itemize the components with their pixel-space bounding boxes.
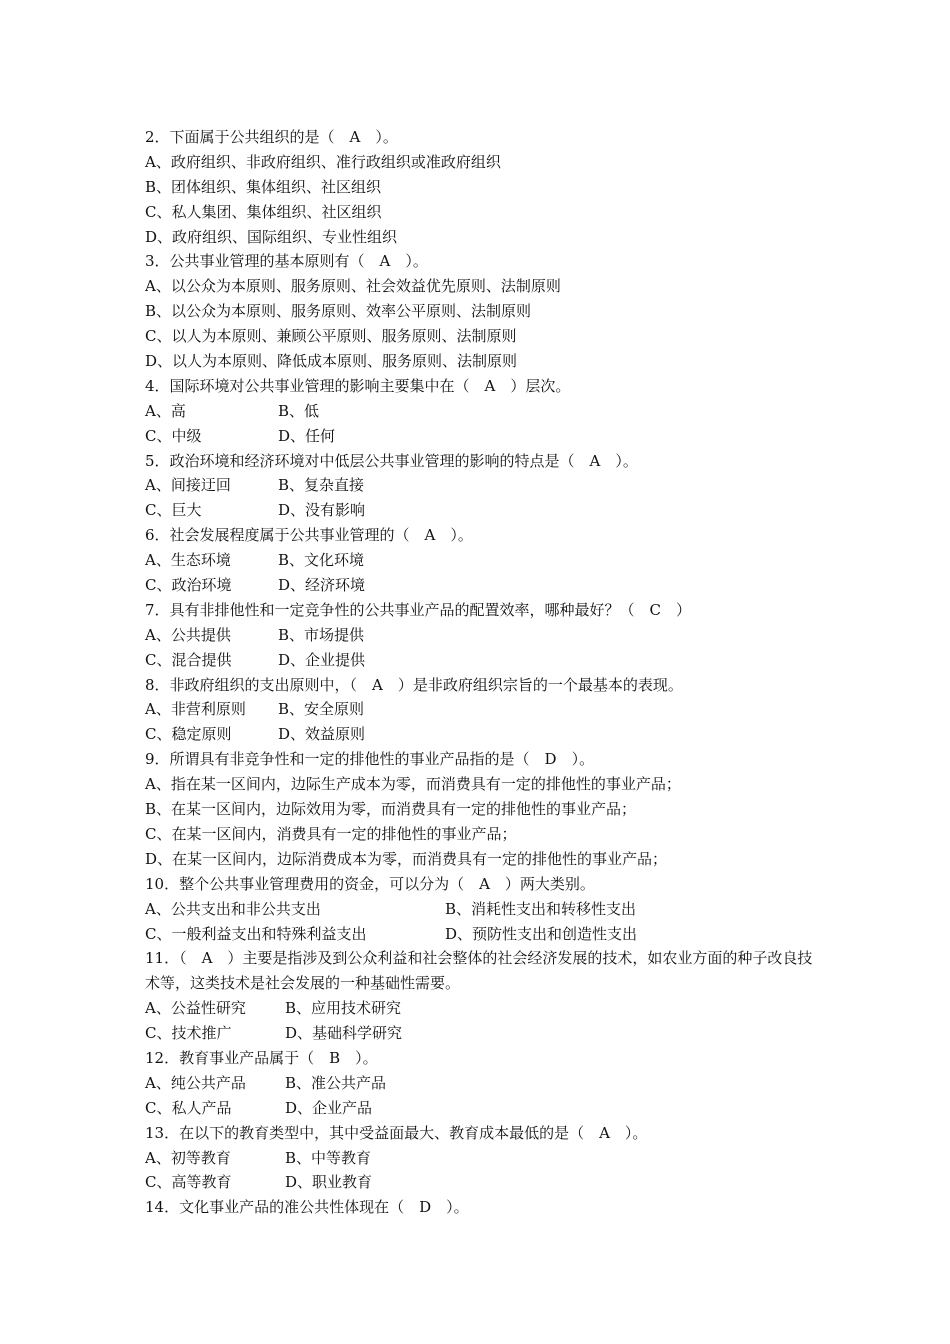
- question-11: 11．（ A ）主要是指涉及到公众利益和社会整体的社会经济发展的技术，如农业方面的种子改良技术等，这类技术是社会发展的一种基础性需要。: [145, 949, 813, 993]
- option-10-d: D、预防性支出和创造性支出: [445, 924, 638, 943]
- option-9-d: D、在某一区间内，边际消费成本为零，而消费具有一定的排他性的事业产品；: [145, 849, 668, 868]
- option-10-b: B、消耗性支出和转移性支出: [445, 899, 637, 918]
- option-13-b: B、中等教育: [285, 1148, 372, 1167]
- option-2-a: A、政府组织、非政府组织、准行政组织或准政府组织: [145, 152, 501, 171]
- option-7-a: A、公共提供: [145, 625, 231, 644]
- option-2-b: B、团体组织、集体组织、社区组织: [145, 177, 382, 196]
- question-list: [145, 125, 825, 1220]
- option-row: [145, 697, 825, 722]
- option-row: [145, 473, 825, 498]
- option-6-b: B、文化环境: [278, 551, 365, 570]
- question-4: 4．国际环境对公共事业管理的影响主要集中在（ A ）层次。: [145, 376, 571, 395]
- option-5-d: D、没有影响: [278, 501, 366, 520]
- question-13: 13．在以下的教育类型中，其中受益面最大、教育成本最低的是（ A ）。: [145, 1123, 648, 1142]
- option-row: [145, 1071, 825, 1096]
- option-2-d: D、政府组织、国际组织、专业性组织: [145, 227, 398, 246]
- option-11-c: C、技术推广: [145, 1024, 232, 1043]
- option-3-c: C、以人为本原则、兼顾公平原则、服务原则、法制原则: [145, 327, 517, 346]
- option-12-c: C、私人产品: [145, 1098, 232, 1117]
- question-5: 5．政治环境和经济环境对中低层公共事业管理的影响的特点是（ A ）。: [145, 451, 638, 470]
- option-7-b: B、市场提供: [278, 625, 365, 644]
- option-11-b: B、应用技术研究: [285, 999, 402, 1018]
- option-row: [145, 498, 825, 523]
- option-9-a: A、指在某一区间内，边际生产成本为零，而消费具有一定的排他性的事业产品；: [145, 775, 681, 794]
- option-row: [145, 922, 825, 947]
- option-row: [145, 424, 825, 449]
- option-row: [145, 1021, 825, 1046]
- option-4-a: A、高: [145, 401, 186, 420]
- option-6-c: C、政治环境: [145, 576, 232, 595]
- option-row: [145, 1096, 825, 1121]
- option-4-c: C、中级: [145, 426, 202, 445]
- question-9: 9．所谓具有非竞争性和一定的排他性的事业产品指的是（ D ）。: [145, 750, 595, 769]
- option-row: [145, 573, 825, 598]
- option-row: [145, 897, 825, 922]
- option-7-d: D、企业提供: [278, 650, 366, 669]
- option-12-b: B、准公共产品: [285, 1073, 387, 1092]
- option-12-d: D、企业产品: [285, 1098, 373, 1117]
- question-12: 12．教育事业产品属于（ B ）。: [145, 1048, 378, 1067]
- option-8-d: D、效益原则: [278, 725, 366, 744]
- option-11-a: A、公益性研究: [145, 999, 246, 1018]
- option-5-c: C、巨大: [145, 501, 202, 520]
- question-8: 8．非政府组织的支出原则中，（ A ）是非政府组织宗旨的一个最基本的表现。: [145, 675, 683, 694]
- option-12-a: A、纯公共产品: [145, 1073, 246, 1092]
- option-5-b: B、复杂直接: [278, 476, 365, 495]
- option-11-d: D、基础科学研究: [285, 1024, 403, 1043]
- option-row: [145, 399, 825, 424]
- option-4-b: B、低: [278, 401, 320, 420]
- question-14: 14．文化事业产品的准公共性体现在（ D ）。: [145, 1198, 469, 1217]
- option-8-a: A、非营利原则: [145, 700, 246, 719]
- question-3: 3．公共事业管理的基本原则有（ A ）。: [145, 252, 428, 271]
- option-6-d: D、经济环境: [278, 576, 366, 595]
- option-10-c: C、一般利益支出和特殊利益支出: [145, 924, 367, 943]
- option-5-a: A、间接迂回: [145, 476, 231, 495]
- option-row: [145, 1146, 825, 1171]
- option-row: [145, 996, 825, 1021]
- question-10: 10．整个公共事业管理费用的资金，可以分为（ A ）两大类别。: [145, 874, 595, 893]
- option-9-c: C、在某一区间内，消费具有一定的排他性的事业产品；: [145, 824, 517, 843]
- option-13-c: C、高等教育: [145, 1173, 232, 1192]
- option-row: [145, 648, 825, 673]
- option-3-a: A、以公众为本原则、服务原则、社会效益优先原则、法制原则: [145, 277, 561, 296]
- option-13-d: D、职业教育: [285, 1173, 373, 1192]
- option-8-c: C、稳定原则: [145, 725, 232, 744]
- option-row: [145, 623, 825, 648]
- option-row: [145, 548, 825, 573]
- option-10-a: A、公共支出和非公共支出: [145, 899, 321, 918]
- option-6-a: A、生态环境: [145, 551, 231, 570]
- option-row: [145, 722, 825, 747]
- option-2-c: C、私人集团、集体组织、社区组织: [145, 202, 382, 221]
- option-3-b: B、以公众为本原则、服务原则、效率公平原则、法制原则: [145, 302, 532, 321]
- option-8-b: B、安全原则: [278, 700, 365, 719]
- option-3-d: D、以人为本原则、降低成本原则、服务原则、法制原则: [145, 352, 518, 371]
- question-6: 6．社会发展程度属于公共事业管理的（ A ）。: [145, 526, 473, 545]
- option-9-b: B、在某一区间内，边际效用为零，而消费具有一定的排他性的事业产品；: [145, 800, 637, 819]
- question-2: 2．下面属于公共组织的是（ A ）。: [145, 128, 398, 146]
- option-7-c: C、混合提供: [145, 650, 232, 669]
- question-7: 7．具有非排他性和一定竞争性的公共事业产品的配置效率，哪种最好？（ C ）: [145, 600, 692, 619]
- option-row: [145, 1170, 825, 1195]
- option-4-d: D、任何: [278, 426, 336, 445]
- option-13-a: A、初等教育: [145, 1148, 231, 1167]
